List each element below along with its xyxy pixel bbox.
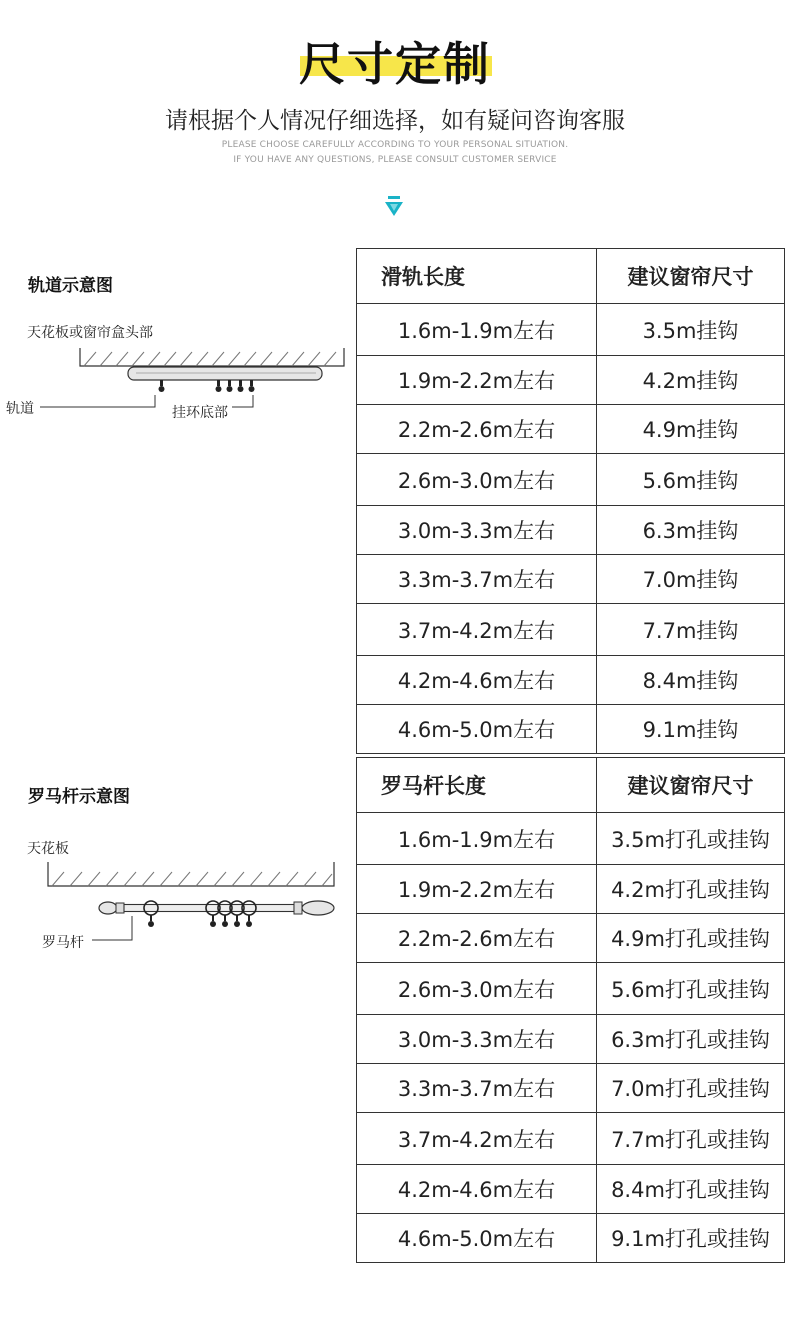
table-row bbox=[357, 1165, 785, 1214]
size-cell: 4.2m挂钩 bbox=[597, 356, 785, 405]
header-cell-size: 建议窗帘尺寸 bbox=[597, 249, 785, 304]
title-block bbox=[0, 34, 790, 94]
length-cell: 1.9m-2.2m左右 bbox=[357, 356, 597, 405]
track-section-label: 轨道示意图 bbox=[28, 276, 113, 296]
english-note-line-2: IF YOU HAVE ANY QUESTIONS, PLEASE CONSULT CUSTOMER SERVICE bbox=[233, 155, 557, 165]
size-cell: 8.4m打孔或挂钩 bbox=[597, 1165, 785, 1214]
table-row bbox=[357, 963, 785, 1015]
length-cell: 4.6m-5.0m左右 bbox=[357, 705, 597, 754]
size-cell: 7.7m挂钩 bbox=[597, 604, 785, 656]
down-arrow-icon bbox=[383, 196, 405, 222]
size-cell: 7.0m打孔或挂钩 bbox=[597, 1064, 785, 1113]
length-cell: 4.6m-5.0m左右 bbox=[357, 1214, 597, 1263]
page-title: 尺寸定制 bbox=[299, 37, 491, 91]
table-row bbox=[357, 1015, 785, 1064]
size-cell: 5.6m挂钩 bbox=[597, 454, 785, 506]
rod-ceiling-label: 天花板 bbox=[27, 841, 69, 857]
size-cell: 8.4m挂钩 bbox=[597, 656, 785, 705]
hook-label: 挂环底部 bbox=[172, 405, 228, 421]
size-cell: 6.3m挂钩 bbox=[597, 506, 785, 555]
size-cell: 9.1m打孔或挂钩 bbox=[597, 1214, 785, 1263]
table-row bbox=[357, 914, 785, 963]
table-row bbox=[357, 454, 785, 506]
header-cell-length: 滑轨长度 bbox=[357, 249, 597, 304]
length-cell: 3.3m-3.7m左右 bbox=[357, 1064, 597, 1113]
table-row bbox=[357, 304, 785, 356]
track-ceiling-label: 天花板或窗帘盒头部 bbox=[27, 325, 153, 341]
size-cell: 7.7m打孔或挂钩 bbox=[597, 1113, 785, 1165]
length-cell: 2.6m-3.0m左右 bbox=[357, 963, 597, 1015]
page-subtitle: 请根据个人情况仔细选择，如有疑问咨询客服 bbox=[165, 108, 625, 134]
rod-section-label: 罗马杆示意图 bbox=[28, 787, 130, 807]
size-cell: 5.6m打孔或挂钩 bbox=[597, 963, 785, 1015]
table-row bbox=[357, 1064, 785, 1113]
rod-label: 罗马杆 bbox=[42, 935, 84, 951]
track-size-table bbox=[356, 248, 785, 754]
size-cell: 6.3m打孔或挂钩 bbox=[597, 1015, 785, 1064]
size-cell: 3.5m打孔或挂钩 bbox=[597, 813, 785, 865]
size-cell: 4.9m打孔或挂钩 bbox=[597, 914, 785, 963]
table-row bbox=[357, 405, 785, 454]
english-note-line-1: PLEASE CHOOSE CAREFULLY ACCORDING TO YOUR PERSONAL SITUATION. bbox=[221, 140, 569, 150]
table-row bbox=[357, 813, 785, 865]
table-header-row bbox=[357, 758, 785, 813]
size-cell: 7.0m挂钩 bbox=[597, 555, 785, 604]
table-row bbox=[357, 1113, 785, 1165]
table-row bbox=[357, 506, 785, 555]
table-row bbox=[357, 555, 785, 604]
length-cell: 3.7m-4.2m左右 bbox=[357, 604, 597, 656]
table-row bbox=[357, 865, 785, 914]
table-row bbox=[357, 656, 785, 705]
size-cell: 4.2m打孔或挂钩 bbox=[597, 865, 785, 914]
length-cell: 2.2m-2.6m左右 bbox=[357, 914, 597, 963]
track-label: 轨道 bbox=[6, 401, 34, 417]
length-cell: 2.6m-3.0m左右 bbox=[357, 454, 597, 506]
length-cell: 1.6m-1.9m左右 bbox=[357, 304, 597, 356]
length-cell: 1.6m-1.9m左右 bbox=[357, 813, 597, 865]
size-cell: 9.1m挂钩 bbox=[597, 705, 785, 754]
table-row bbox=[357, 356, 785, 405]
table-row bbox=[357, 604, 785, 656]
length-cell: 3.0m-3.3m左右 bbox=[357, 1015, 597, 1064]
table-row bbox=[357, 1214, 785, 1263]
table-row bbox=[357, 705, 785, 754]
size-cell: 3.5m挂钩 bbox=[597, 304, 785, 356]
length-cell: 2.2m-2.6m左右 bbox=[357, 405, 597, 454]
size-cell: 4.9m挂钩 bbox=[597, 405, 785, 454]
length-cell: 4.2m-4.6m左右 bbox=[357, 1165, 597, 1214]
length-cell: 3.0m-3.3m左右 bbox=[357, 506, 597, 555]
header-cell-length: 罗马杆长度 bbox=[357, 758, 597, 813]
rod-size-table bbox=[356, 757, 785, 1263]
length-cell: 4.2m-4.6m左右 bbox=[357, 656, 597, 705]
table-header-row bbox=[357, 249, 785, 304]
length-cell: 3.3m-3.7m左右 bbox=[357, 555, 597, 604]
length-cell: 1.9m-2.2m左右 bbox=[357, 865, 597, 914]
length-cell: 3.7m-4.2m左右 bbox=[357, 1113, 597, 1165]
header-cell-size: 建议窗帘尺寸 bbox=[597, 758, 785, 813]
